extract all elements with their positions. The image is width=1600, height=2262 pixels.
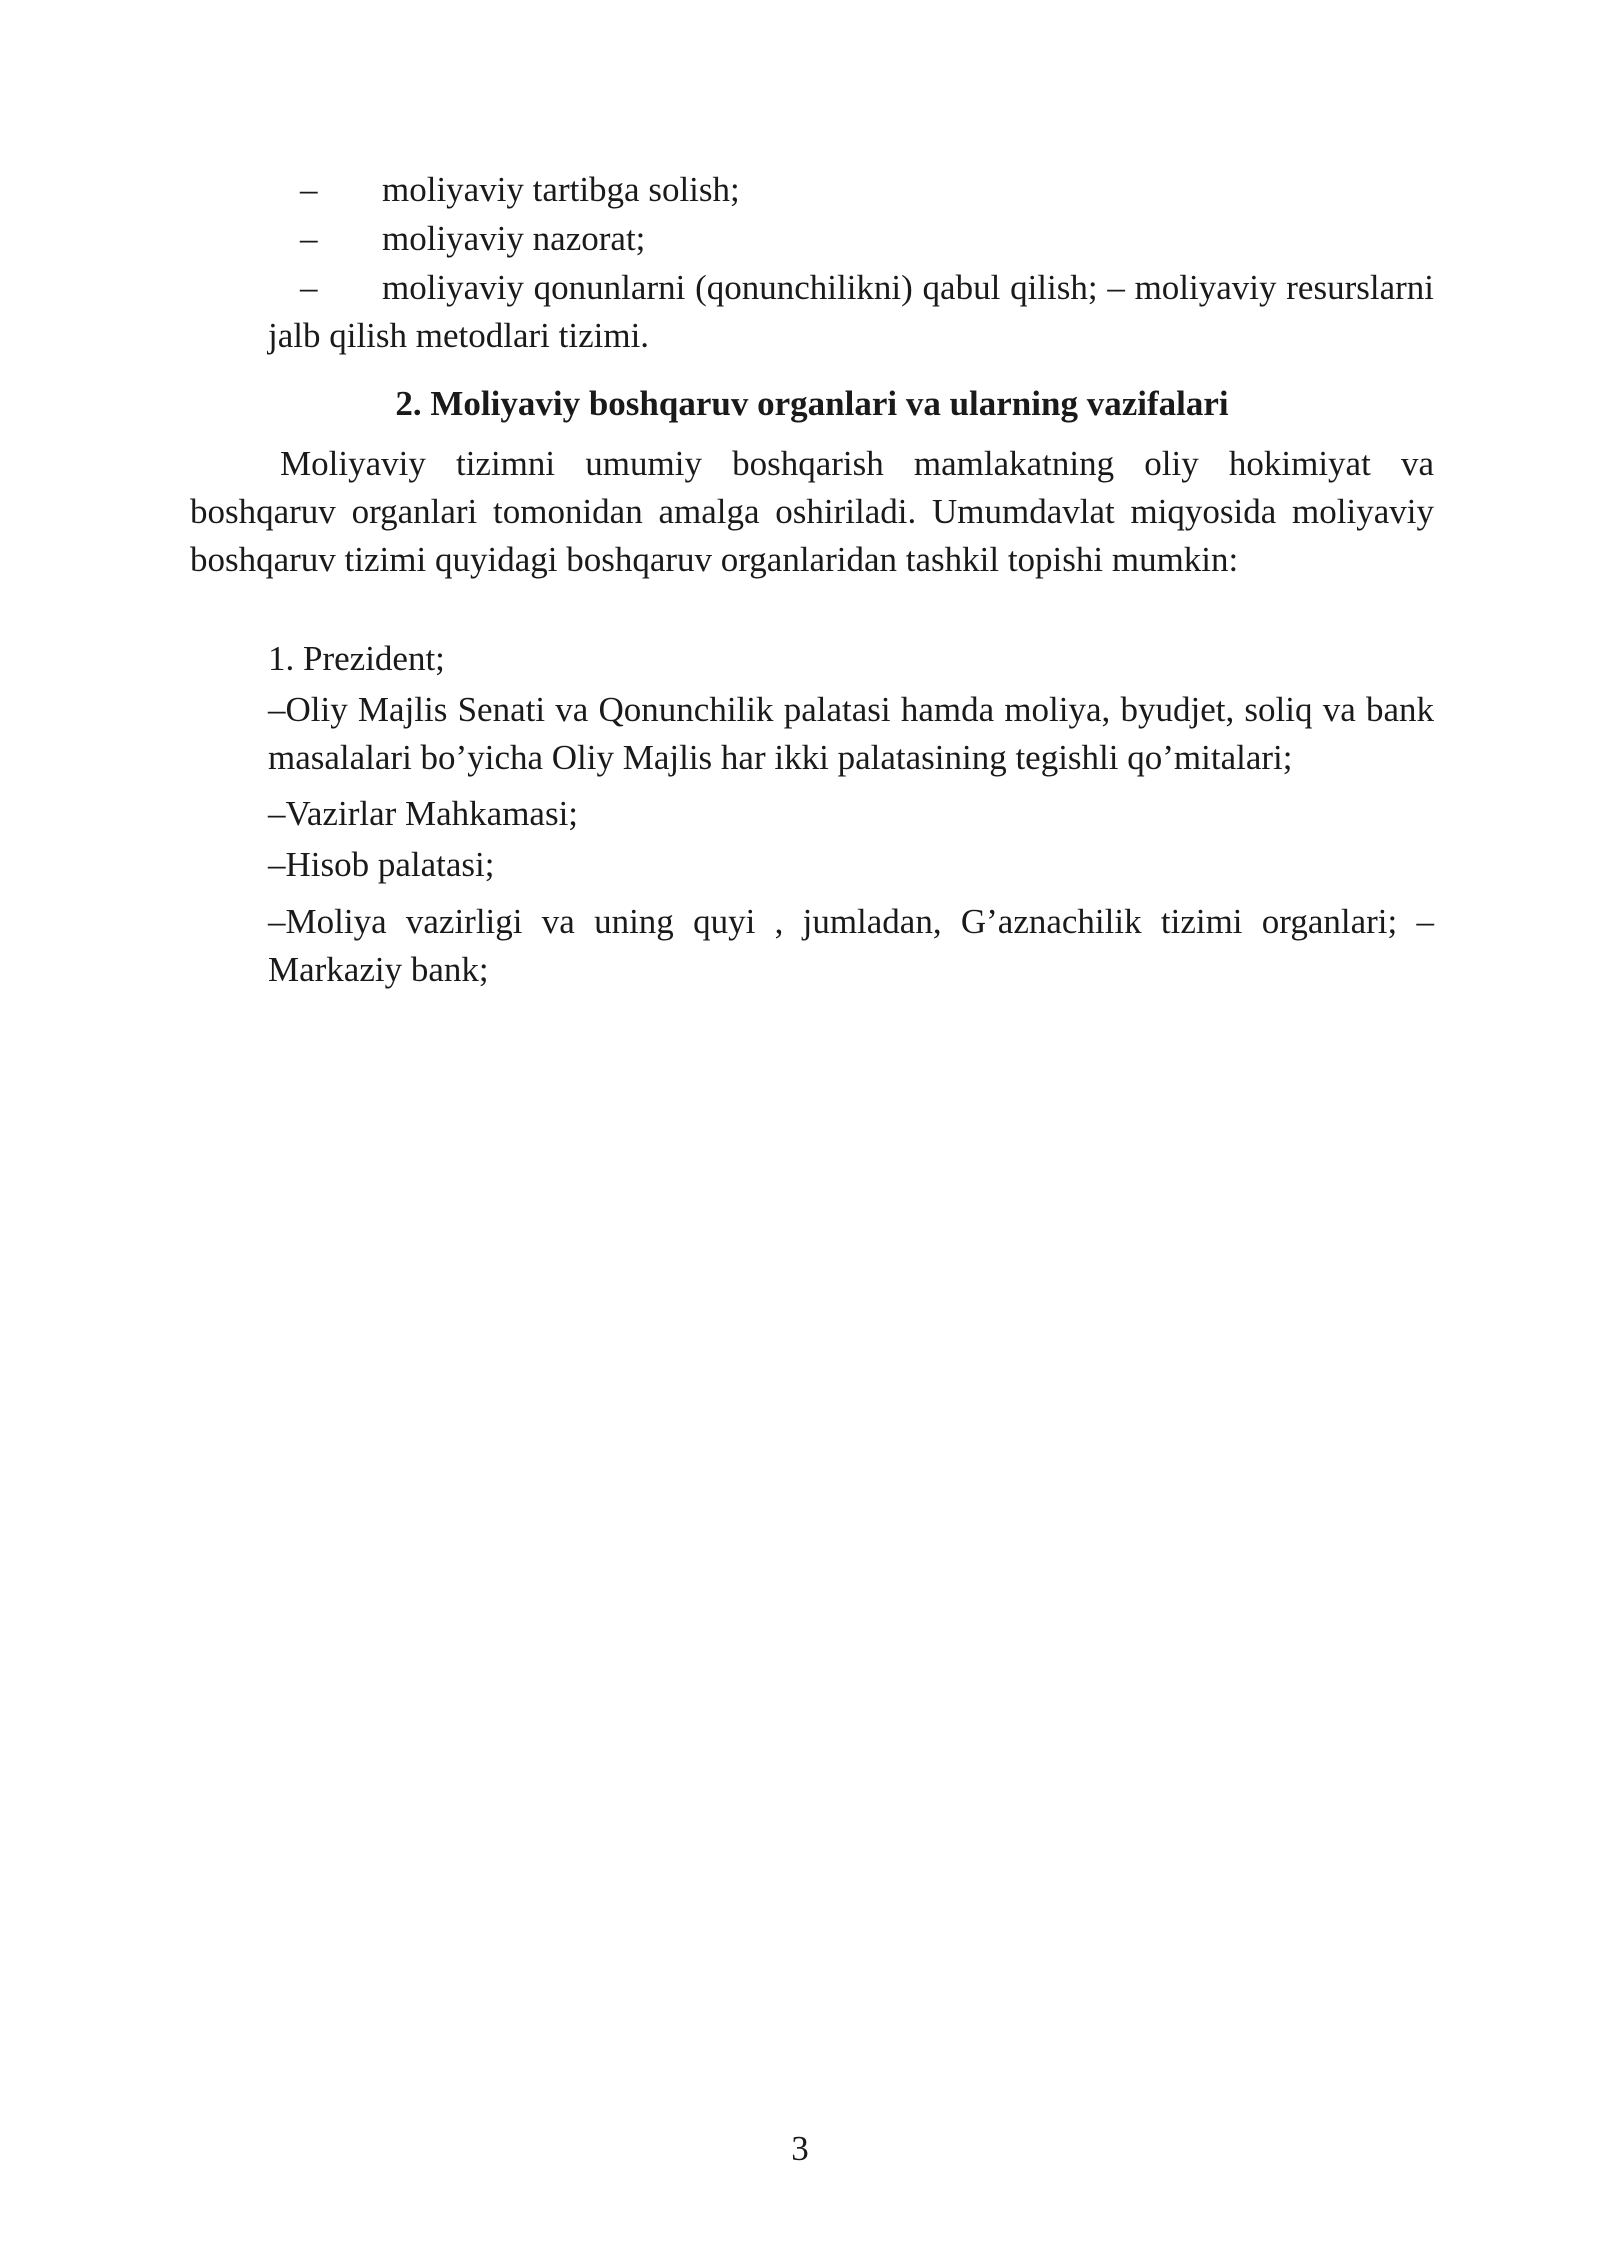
- list-item: –Vazirlar Mahkamasi;: [268, 794, 579, 833]
- section-heading: 2. Moliyaviy boshqaruv organlari va ularning vazifalari: [395, 384, 1229, 423]
- list-item: moliyaviy tartibga solish;: [382, 170, 740, 209]
- list-item: moliyaviy nazorat;: [382, 219, 646, 258]
- list-item: –Oliy Majlis Senati va Qonunchilik palatasi hamda moliya, byudjet, soliq va bank masalalari bo’yicha Oliy Majlis har ikki palatasining tegishli qo’mitalari;: [268, 690, 1434, 777]
- list-item: –Hisob palatasi;: [268, 845, 495, 884]
- list-dash: –: [300, 219, 318, 258]
- body-paragraph: Moliyaviy tizimni umumiy boshqarish mamlakatning oliy hokimiyat va boshqaruv organlari tomonidan amalga oshiriladi. Umumdavlat miqyosida moliyaviy boshqaruv tizimi quyidagi boshqaruv organlaridan tashkil topishi mumkin:: [190, 444, 1434, 579]
- page-number: 3: [791, 2129, 809, 2168]
- list-item: –Moliya vazirligi va uning quyi , jumladan, G’aznachilik tizimi organlari; – Markaziy bank;: [268, 902, 1434, 989]
- list-item: 1. Prezident;: [268, 639, 445, 678]
- list-dash: –: [300, 268, 318, 307]
- list-item: moliyaviy qonunlarni (qonunchilikni) qabul qilish; – moliyaviy resurslarni jalb qilish metodlari tizimi.: [268, 268, 1434, 355]
- list-dash: –: [300, 170, 318, 209]
